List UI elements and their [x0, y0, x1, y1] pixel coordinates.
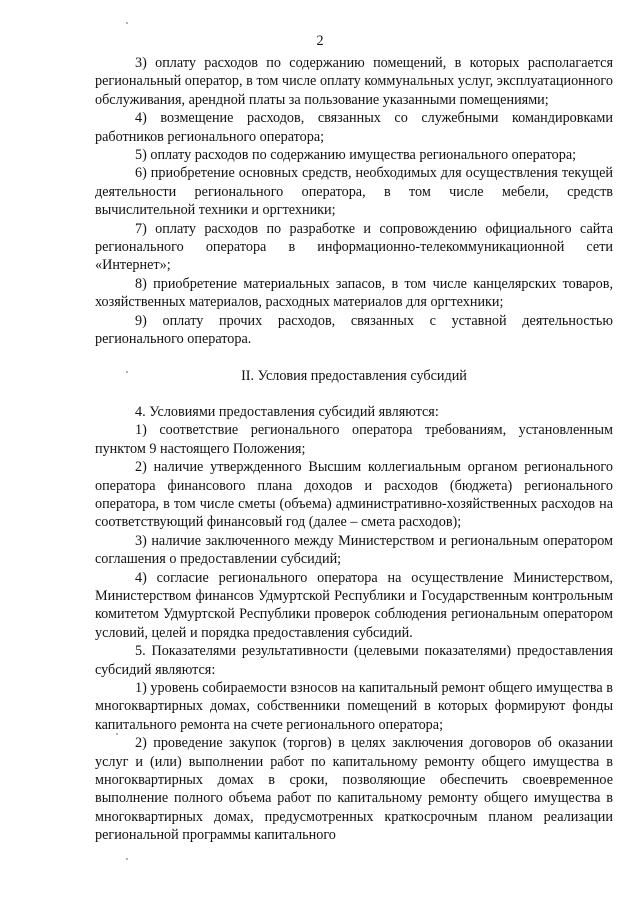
list-item-3: 3) оплату расходов по содержанию помещений, в которых располагается региональный оператор, в том числе оплату коммунальных услуг, эксплуатационного обслуживания, арендной платы за пользование указанными помещениями; — [95, 55, 613, 108]
condition-item-1: 1) соответствие регионального оператора требованиям, установленным пунктом 9 настоящего Положения; — [95, 422, 613, 457]
indicator-item-1: 1) уровень собираемости взносов на капитальный ремонт общего имущества в многоквартирных домах, собственники помещений в которых формируют фонды капитального ремонта на счете регионального оператора; — [95, 680, 613, 733]
scan-speck — [126, 858, 128, 860]
scan-speck — [116, 733, 118, 735]
clause-4-intro: 4. Условиями предоставления субсидий являются: — [135, 403, 439, 420]
document-body — [95, 54, 613, 845]
list-item-4: 4) возмещение расходов, связанных со служебными командировками работников регионального оператора; — [95, 110, 613, 145]
clause-5-intro: 5. Показателями результативности (целевыми показателями) предоставления субсидий являются: — [95, 643, 613, 678]
list-item-5: 5) оплату расходов по содержанию имущества регионального оператора; — [135, 147, 577, 164]
page-number: 2 — [316, 33, 324, 49]
indicator-item-2: 2) проведение закупок (торгов) в целях заключения договоров об оказании услуг и (или) выполнении работ по капитальному ремонту общего имущества в многоквартирных домах в сроки, позволяющие обеспечить своевременное выполнение полного объема работ по капитальному ремонту общего имущества в многоквартирных домах, предусмотренных краткосрочным планом реализации региональной программы капитального — [95, 735, 613, 844]
list-item-8: 8) приобретение материальных запасов, в том числе канцелярских товаров, хозяйственных материалов, расходных материалов для оргтехники; — [95, 275, 613, 311]
section-heading: II. Условия предоставления субсидий — [241, 367, 467, 384]
list-item-7: 7) оплату расходов по разработке и сопровождению официального сайта регионального оператора в информационно-телекоммуникационной сети «Интернет»; — [95, 220, 613, 274]
list-item-6: 6) приобретение основных средств, необходимых для осуществления текущей деятельности регионального оператора, в том числе мебели, средств вычислительной техники и оргтехники; — [95, 165, 613, 219]
condition-item-2: 2) наличие утвержденного Высшим коллегиальным органом регионального оператора финансового плана доходов и расходов (бюджета) регионального оператора, в том числе сметы (объема) административно-хозяйственных расходов на соответствующий финансовый год (далее – смета расходов); — [95, 459, 613, 531]
condition-item-3: 3) наличие заключенного между Министерством и региональным оператором соглашения о предоставлении субсидий; — [95, 532, 613, 568]
condition-item-4: 4) согласие регионального оператора на осуществление Министерством, Министерством финансов Удмуртской Республики и Государственным контрольным комитетом Удмуртской Республики проверок соблюдения региональным оператором условий, целей и порядка предоставления субсидий. — [95, 569, 613, 641]
scan-speck — [126, 371, 128, 373]
list-item-9: 9) оплату прочих расходов, связанных с уставной деятельностью регионального оператора. — [95, 312, 613, 348]
scan-speck — [126, 22, 128, 24]
